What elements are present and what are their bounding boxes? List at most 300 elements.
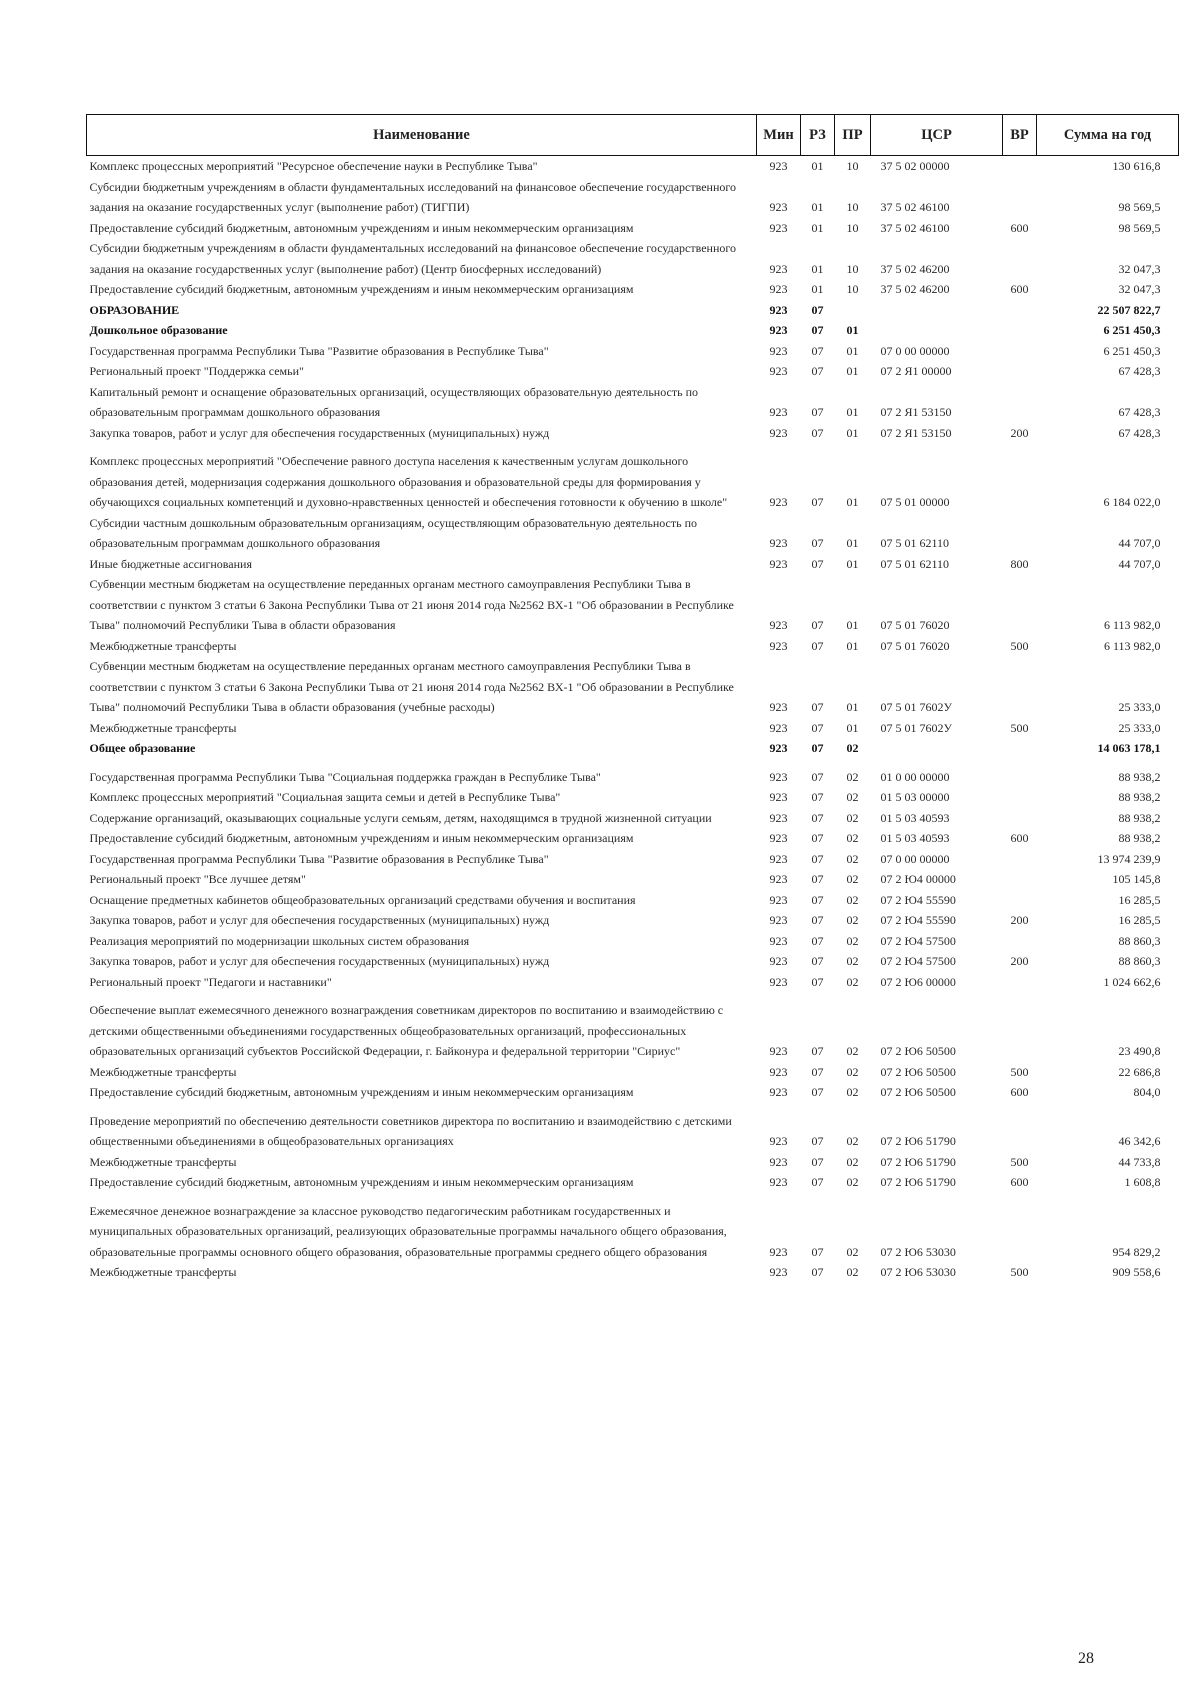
- cell-rz: 01: [811, 261, 824, 276]
- cell-name: Комплекс процессных мероприятий "Ресурсное обеспечение науки в Республике Тыва": [89, 159, 538, 173]
- cell-rz: 07: [811, 1244, 824, 1259]
- cell-csr: 01 0 00 00000: [880, 769, 950, 784]
- cell-min: 923: [769, 974, 788, 989]
- header-pr: ПР: [835, 115, 871, 156]
- cell-vr: 500: [1010, 638, 1029, 653]
- cell-min: 923: [769, 220, 788, 235]
- cell-pr: 02: [846, 831, 859, 845]
- cell-name: Проведение мероприятий по обеспечению деятельности советников директора по воспитанию и взаимодействию с детскими общественными объединениями в общеобразовательных организациях: [89, 1113, 732, 1148]
- cell-name: Межбюджетные трансферты: [89, 1265, 237, 1279]
- budget-document-page: [86, 114, 1178, 1283]
- cell-min: 923: [769, 556, 788, 571]
- cell-name: Региональный проект "Педагоги и наставники": [89, 974, 332, 989]
- cell-name: Государственная программа Республики Тыва "Развитие образования в Республике Тыва": [89, 851, 549, 866]
- cell-csr: 07 5 01 62110: [880, 536, 950, 550]
- cell-min: 923: [769, 1244, 788, 1259]
- cell-min: 923: [769, 892, 788, 907]
- cell-pr: 01: [846, 700, 859, 714]
- cell-vr: [1003, 738, 1037, 759]
- cell-csr: 07 2 Я1 53150: [880, 405, 952, 419]
- cell-rz: 07: [811, 913, 824, 927]
- cell-vr: 600: [1010, 1175, 1029, 1189]
- cell-min: 923: [769, 741, 788, 755]
- table-row: [87, 972, 1179, 993]
- cell-vr: [1003, 300, 1037, 321]
- table-row: [87, 808, 1179, 829]
- cell-min: 923: [769, 261, 788, 276]
- cell-sum: 6 251 450,3: [1103, 343, 1161, 358]
- cell-rz: 07: [811, 302, 824, 317]
- cell-vr: [1003, 787, 1037, 808]
- cell-vr: [1003, 320, 1037, 341]
- cell-min: 923: [769, 323, 788, 337]
- cell-name: Предоставление субсидий бюджетным, автономным учреждениям и иным некоммерческим организациям: [89, 220, 634, 235]
- cell-min: 923: [769, 425, 788, 440]
- cell-min: 923: [769, 1085, 788, 1099]
- cell-sum: 44 707,0: [1118, 556, 1161, 571]
- cell-vr: [1003, 849, 1037, 870]
- cell-min: 923: [769, 933, 788, 948]
- cell-sum: 44 733,8: [1118, 1154, 1161, 1169]
- cell-rz: 07: [811, 720, 824, 735]
- table-row: [87, 738, 1179, 759]
- cell-csr: 07 0 00 00000: [880, 851, 950, 866]
- cell-min: 923: [769, 405, 788, 419]
- header-csr: ЦСР: [871, 115, 1003, 156]
- cell-sum: 13 974 239,9: [1097, 851, 1161, 866]
- cell-min: 923: [769, 364, 788, 378]
- table-row: [87, 890, 1179, 911]
- cell-rz: 07: [811, 425, 824, 440]
- cell-pr: 10: [846, 159, 859, 173]
- cell-csr: 07 2 Ю4 00000: [880, 872, 956, 886]
- cell-name: Предоставление субсидий бюджетным, автономным учреждениям и иным некоммерческим организациям: [89, 1175, 634, 1189]
- cell-pr: 02: [846, 741, 859, 755]
- cell-sum: 1 024 662,6: [1103, 974, 1161, 989]
- cell-pr: 02: [846, 892, 859, 907]
- header-name: Наименование: [87, 115, 757, 156]
- cell-csr: 07 2 Ю6 50500: [880, 1064, 956, 1079]
- table-body: [87, 156, 1179, 1283]
- table-row: [87, 1103, 1179, 1152]
- cell-rz: 07: [811, 1265, 824, 1279]
- table-row: [87, 931, 1179, 952]
- cell-name: Комплекс процессных мероприятий "Социальная защита семьи и детей в Республике Тыва": [89, 790, 561, 804]
- cell-csr: 07 5 01 00000: [880, 495, 950, 509]
- page-number: 28: [1078, 1650, 1094, 1667]
- cell-csr: 07 5 01 7602У: [880, 720, 952, 735]
- cell-pr: 01: [846, 323, 859, 337]
- cell-rz: 07: [811, 872, 824, 886]
- cell-pr: 02: [846, 974, 859, 989]
- cell-name: Межбюджетные трансферты: [89, 1154, 237, 1169]
- cell-rz: 07: [811, 790, 824, 804]
- cell-vr: [1003, 341, 1037, 362]
- cell-rz: 07: [811, 323, 824, 337]
- cell-vr: [1003, 656, 1037, 718]
- cell-min: 923: [769, 638, 788, 653]
- cell-pr: 01: [846, 495, 859, 509]
- cell-pr: 01: [846, 720, 859, 735]
- table-row: [87, 1152, 1179, 1173]
- cell-min: 923: [769, 282, 788, 296]
- cell-vr: [1003, 869, 1037, 890]
- table-row: [87, 320, 1179, 341]
- cell-pr: [835, 300, 871, 321]
- cell-vr: 500: [1010, 1154, 1029, 1169]
- cell-csr: 07 5 01 7602У: [880, 700, 952, 714]
- cell-sum: 25 333,0: [1118, 700, 1161, 714]
- cell-name: Ежемесячное денежное вознаграждение за классное руководство педагогическим работникам государственных и муниципальных образовательных организаций, реализующих образовательные программы начального общего образования, образовательные программы основного общего образования, образовательные программы среднего общего образования: [89, 1203, 727, 1259]
- cell-vr: 600: [1010, 1085, 1029, 1099]
- cell-pr: 02: [846, 1134, 859, 1148]
- table-row: [87, 300, 1179, 321]
- cell-sum: 88 860,3: [1118, 954, 1161, 968]
- cell-csr: [871, 320, 1003, 341]
- cell-sum: 88 938,2: [1118, 810, 1161, 825]
- cell-pr: 01: [846, 364, 859, 378]
- cell-min: 923: [769, 302, 788, 317]
- cell-csr: 07 2 Я1 00000: [880, 364, 952, 378]
- cell-csr: 07 2 Ю6 50500: [880, 1044, 956, 1058]
- table-row: [87, 787, 1179, 808]
- cell-csr: 07 2 Ю6 51790: [880, 1154, 956, 1169]
- cell-csr: 07 2 Я1 53150: [880, 425, 952, 440]
- cell-min: 923: [769, 1064, 788, 1079]
- table-row: [87, 361, 1179, 382]
- cell-rz: 07: [811, 405, 824, 419]
- cell-csr: 37 5 02 46200: [880, 261, 950, 276]
- cell-vr: [1003, 972, 1037, 993]
- cell-sum: 88 938,2: [1118, 790, 1161, 804]
- table-row: [87, 279, 1179, 300]
- cell-name: Субвенции местным бюджетам на осуществление переданных органам местного самоуправления Республики Тыва в соответствии с пунктом 3 статьи 6 Закона Республики Тыва от 21 июня 2014 года №2562 ВХ-1 "Об образовании в Республике Тыва" полномочий Республики Тыва в области образования: [89, 577, 734, 632]
- cell-pr: 10: [846, 261, 859, 276]
- cell-sum: 6 184 022,0: [1103, 495, 1161, 509]
- cell-min: 923: [769, 536, 788, 550]
- cell-sum: 88 938,2: [1118, 769, 1161, 784]
- cell-name: Региональный проект "Все лучшее детям": [89, 872, 306, 886]
- cell-vr: 800: [1010, 556, 1029, 571]
- cell-rz: 07: [811, 1175, 824, 1189]
- cell-name: Содержание организаций, оказывающих социальные услуги семьям, детям, находящимся в трудной жизненной ситуации: [89, 810, 712, 825]
- cell-sum: 22 686,8: [1118, 1064, 1161, 1079]
- cell-pr: 02: [846, 913, 859, 927]
- cell-vr: 500: [1010, 1265, 1029, 1279]
- cell-rz: 07: [811, 556, 824, 571]
- cell-csr: 07 2 Ю6 51790: [880, 1134, 956, 1148]
- cell-pr: 01: [846, 638, 859, 653]
- cell-pr: 01: [846, 536, 859, 550]
- table-row: [87, 828, 1179, 849]
- table-row: [87, 910, 1179, 931]
- cell-csr: 07 5 01 76020: [880, 638, 950, 653]
- cell-sum: 25 333,0: [1118, 720, 1161, 735]
- table-row: [87, 636, 1179, 657]
- cell-vr: [1003, 238, 1037, 279]
- cell-vr: [1003, 1103, 1037, 1152]
- cell-name: Предоставление субсидий бюджетным, автономным учреждениям и иным некоммерческим организациям: [89, 831, 634, 845]
- cell-sum: 954 829,2: [1112, 1244, 1161, 1259]
- cell-sum: 67 428,3: [1118, 405, 1161, 419]
- cell-rz: 07: [811, 974, 824, 989]
- cell-name: Комплекс процессных мероприятий "Обеспечение равного доступа населения к качественным услугам дошкольного образования детей, модернизация содержания дошкольного образования и образовательной среды для формирования у обучающихся социальных компетенций и духовно-нравственных ценностей и обеспечения готовности к обучению в школе": [89, 454, 728, 509]
- cell-vr: [1003, 890, 1037, 911]
- cell-vr: 600: [1010, 220, 1029, 235]
- cell-csr: 01 5 03 40593: [880, 831, 950, 845]
- cell-vr: [1003, 361, 1037, 382]
- cell-csr: 01 5 03 00000: [880, 790, 950, 804]
- cell-vr: [1003, 156, 1037, 177]
- cell-pr: 01: [846, 425, 859, 440]
- cell-name: Иные бюджетные ассигнования: [89, 556, 252, 571]
- cell-name: Государственная программа Республики Тыва "Развитие образования в Республике Тыва": [89, 343, 549, 358]
- budget-table: [86, 114, 1179, 1283]
- cell-pr: 02: [846, 872, 859, 886]
- header-row: [87, 115, 1179, 156]
- header-vr: ВР: [1003, 115, 1037, 156]
- cell-min: 923: [769, 954, 788, 968]
- cell-name: Субсидии частным дошкольным образовательным организациям, осуществляющим образовательную деятельность по образовательным программам дошкольного образования: [89, 515, 698, 550]
- cell-name: Предоставление субсидий бюджетным, автономным учреждениям и иным некоммерческим организациям: [89, 1085, 634, 1099]
- cell-rz: 07: [811, 364, 824, 378]
- table-row: [87, 656, 1179, 718]
- table-row: [87, 992, 1179, 1062]
- cell-sum: 23 490,8: [1118, 1044, 1161, 1058]
- cell-csr: 07 5 01 76020: [880, 618, 950, 632]
- cell-min: 923: [769, 872, 788, 886]
- cell-csr: [871, 300, 1003, 321]
- cell-vr: 600: [1010, 831, 1029, 845]
- cell-vr: [1003, 759, 1037, 788]
- cell-name: Субсидии бюджетным учреждениям в области фундаментальных исследований на финансовое обеспечение государственного задания на оказание государственных услуг (выполнение работ) (Центр биосферных исследований): [89, 241, 736, 276]
- cell-vr: [1003, 1193, 1037, 1263]
- header-sum: Сумма на год: [1037, 115, 1179, 156]
- cell-sum: 98 569,5: [1118, 200, 1161, 214]
- cell-sum: 32 047,3: [1118, 261, 1161, 276]
- cell-csr: 07 2 Ю6 53030: [880, 1244, 956, 1259]
- cell-sum: 909 558,6: [1112, 1265, 1161, 1279]
- header-rz: РЗ: [801, 115, 835, 156]
- cell-rz: 07: [811, 851, 824, 866]
- cell-pr: 02: [846, 1244, 859, 1259]
- cell-sum: 804,0: [1133, 1085, 1161, 1099]
- cell-name: Оснащение предметных кабинетов общеобразовательных организаций средствами обучения и воспитания: [89, 892, 636, 907]
- cell-rz: 01: [811, 282, 824, 296]
- cell-rz: 07: [811, 1044, 824, 1058]
- table-row: [87, 1172, 1179, 1193]
- cell-sum: 46 342,6: [1118, 1134, 1161, 1148]
- cell-min: 923: [769, 200, 788, 214]
- cell-csr: 37 5 02 46100: [880, 200, 950, 214]
- cell-min: 923: [769, 1265, 788, 1279]
- cell-name: Субсидии бюджетным учреждениям в области фундаментальных исследований на финансовое обеспечение государственного задания на оказание государственных услуг (выполнение работ) (ТИГПИ): [89, 179, 736, 214]
- cell-vr: 500: [1010, 720, 1029, 735]
- cell-pr: 02: [846, 790, 859, 804]
- cell-sum: 22 507 822,7: [1097, 302, 1161, 317]
- cell-rz: 07: [811, 769, 824, 784]
- cell-pr: 02: [846, 769, 859, 784]
- cell-vr: [1003, 177, 1037, 218]
- cell-name: Закупка товаров, работ и услуг для обеспечения государственных (муниципальных) нужд: [89, 913, 550, 927]
- cell-csr: 07 2 Ю6 53030: [880, 1265, 956, 1279]
- table-row: [87, 513, 1179, 554]
- cell-name: ОБРАЗОВАНИЕ: [89, 302, 180, 317]
- cell-csr: 37 5 02 46100: [880, 220, 950, 235]
- cell-name: Межбюджетные трансферты: [89, 638, 237, 653]
- table-row: [87, 574, 1179, 636]
- cell-csr: 07 2 Ю4 55590: [880, 913, 956, 927]
- table-row: [87, 382, 1179, 423]
- cell-rz: 07: [811, 1134, 824, 1148]
- cell-csr: 37 5 02 00000: [880, 159, 950, 173]
- cell-pr: 01: [846, 343, 859, 358]
- cell-min: 923: [769, 1154, 788, 1169]
- cell-csr: 07 2 Ю4 57500: [880, 933, 956, 948]
- cell-min: 923: [769, 851, 788, 866]
- cell-name: Капитальный ремонт и оснащение образовательных организаций, осуществляющих образовательную деятельность по образовательным программам дошкольного образования: [89, 384, 698, 419]
- cell-min: 923: [769, 700, 788, 714]
- cell-csr: [871, 738, 1003, 759]
- cell-pr: 10: [846, 200, 859, 214]
- table-row: [87, 759, 1179, 788]
- cell-name: Обеспечение выплат ежемесячного денежного вознаграждения советникам директоров по воспитанию и взаимодействию с детскими общественными объединениями государственных общеобразовательных организаций, профессиональных образовательных организаций субъектов Российской Федерации, г. Байконура и федеральной территории "Сириус": [89, 1003, 724, 1058]
- table-row: [87, 849, 1179, 870]
- cell-min: 923: [769, 769, 788, 784]
- header-min: Мин: [757, 115, 801, 156]
- cell-vr: 200: [1010, 425, 1029, 440]
- cell-vr: [1003, 808, 1037, 829]
- cell-vr: 200: [1010, 913, 1029, 927]
- cell-rz: 07: [811, 618, 824, 632]
- table-row: [87, 238, 1179, 279]
- cell-min: 923: [769, 831, 788, 845]
- cell-pr: 02: [846, 1085, 859, 1099]
- cell-pr: 02: [846, 933, 859, 948]
- cell-vr: [1003, 443, 1037, 513]
- cell-min: 923: [769, 810, 788, 825]
- cell-csr: 07 0 00 00000: [880, 343, 950, 358]
- table-row: [87, 554, 1179, 575]
- table-row: [87, 423, 1179, 444]
- cell-name: Предоставление субсидий бюджетным, автономным учреждениям и иным некоммерческим организациям: [89, 282, 634, 296]
- cell-name: Региональный проект "Поддержка семьи": [89, 364, 304, 378]
- table-row: [87, 341, 1179, 362]
- cell-csr: 07 2 Ю6 50500: [880, 1085, 956, 1099]
- cell-name: Дошкольное образование: [89, 323, 228, 337]
- cell-pr: 10: [846, 220, 859, 235]
- table-row: [87, 443, 1179, 513]
- cell-rz: 07: [811, 933, 824, 948]
- table-row: [87, 177, 1179, 218]
- cell-rz: 07: [811, 1085, 824, 1099]
- cell-sum: 6 113 982,0: [1103, 638, 1161, 653]
- cell-pr: 10: [846, 282, 859, 296]
- table-row: [87, 1193, 1179, 1263]
- cell-pr: 02: [846, 851, 859, 866]
- cell-csr: 07 2 Ю6 00000: [880, 974, 956, 989]
- cell-rz: 07: [811, 741, 824, 755]
- cell-csr: 01 5 03 40593: [880, 810, 950, 825]
- cell-csr: 07 2 Ю4 57500: [880, 954, 956, 968]
- cell-sum: 32 047,3: [1118, 282, 1161, 296]
- cell-rz: 07: [811, 495, 824, 509]
- cell-csr: 07 5 01 62110: [880, 556, 950, 571]
- cell-pr: 02: [846, 1044, 859, 1058]
- cell-min: 923: [769, 1044, 788, 1058]
- cell-name: Общее образование: [89, 741, 196, 755]
- table-row: [87, 951, 1179, 972]
- cell-sum: 98 569,5: [1118, 220, 1161, 235]
- cell-rz: 01: [811, 220, 824, 235]
- cell-min: 923: [769, 159, 788, 173]
- table-row: [87, 869, 1179, 890]
- cell-sum: 130 616,8: [1112, 159, 1161, 173]
- cell-name: Закупка товаров, работ и услуг для обеспечения государственных (муниципальных) нужд: [89, 425, 550, 440]
- cell-csr: 37 5 02 46200: [880, 282, 950, 296]
- cell-pr: 02: [846, 1064, 859, 1079]
- cell-pr: 01: [846, 405, 859, 419]
- cell-pr: 02: [846, 1175, 859, 1189]
- cell-rz: 07: [811, 810, 824, 825]
- cell-vr: [1003, 382, 1037, 423]
- cell-rz: 07: [811, 892, 824, 907]
- cell-pr: 01: [846, 618, 859, 632]
- cell-sum: 44 707,0: [1118, 536, 1161, 550]
- cell-vr: [1003, 931, 1037, 952]
- cell-sum: 88 938,2: [1118, 831, 1161, 845]
- cell-min: 923: [769, 913, 788, 927]
- cell-sum: 6 113 982,0: [1103, 618, 1161, 632]
- cell-rz: 07: [811, 1154, 824, 1169]
- cell-pr: 02: [846, 810, 859, 825]
- table-row: [87, 1062, 1179, 1083]
- cell-rz: 07: [811, 638, 824, 653]
- cell-rz: 07: [811, 1064, 824, 1079]
- cell-sum: 105 145,8: [1112, 872, 1161, 886]
- table-row: [87, 1082, 1179, 1103]
- table-row: [87, 718, 1179, 739]
- table-header: [87, 115, 1179, 156]
- cell-vr: [1003, 992, 1037, 1062]
- cell-sum: 16 285,5: [1118, 892, 1161, 907]
- cell-pr: 02: [846, 1154, 859, 1169]
- cell-min: 923: [769, 618, 788, 632]
- cell-sum: 6 251 450,3: [1103, 323, 1161, 337]
- cell-name: Государственная программа Республики Тыва "Социальная поддержка граждан в Республике Тыва": [89, 769, 601, 784]
- cell-min: 923: [769, 343, 788, 358]
- table-row: [87, 1262, 1179, 1283]
- cell-sum: 14 063 178,1: [1097, 741, 1161, 755]
- cell-vr: [1003, 574, 1037, 636]
- cell-pr: 02: [846, 1265, 859, 1279]
- cell-vr: 500: [1010, 1064, 1029, 1079]
- cell-min: 923: [769, 790, 788, 804]
- cell-rz: 01: [811, 200, 824, 214]
- cell-rz: 07: [811, 831, 824, 845]
- cell-name: Субвенции местным бюджетам на осуществление переданных органам местного самоуправления Республики Тыва в соответствии с пунктом 3 статьи 6 Закона Республики Тыва от 21 июня 2014 года №2562 ВХ-1 "Об образовании в Республике Тыва" полномочий Республики Тыва в области образования (учебные расходы): [89, 659, 734, 714]
- cell-min: 923: [769, 1134, 788, 1148]
- cell-sum: 67 428,3: [1118, 425, 1161, 440]
- cell-name: Межбюджетные трансферты: [89, 1064, 237, 1079]
- cell-rz: 07: [811, 954, 824, 968]
- cell-pr: 02: [846, 954, 859, 968]
- cell-rz: 07: [811, 536, 824, 550]
- cell-name: Реализация мероприятий по модернизации школьных систем образования: [89, 933, 470, 948]
- cell-vr: [1003, 513, 1037, 554]
- cell-sum: 1 608,8: [1124, 1175, 1161, 1189]
- cell-sum: 16 285,5: [1118, 913, 1161, 927]
